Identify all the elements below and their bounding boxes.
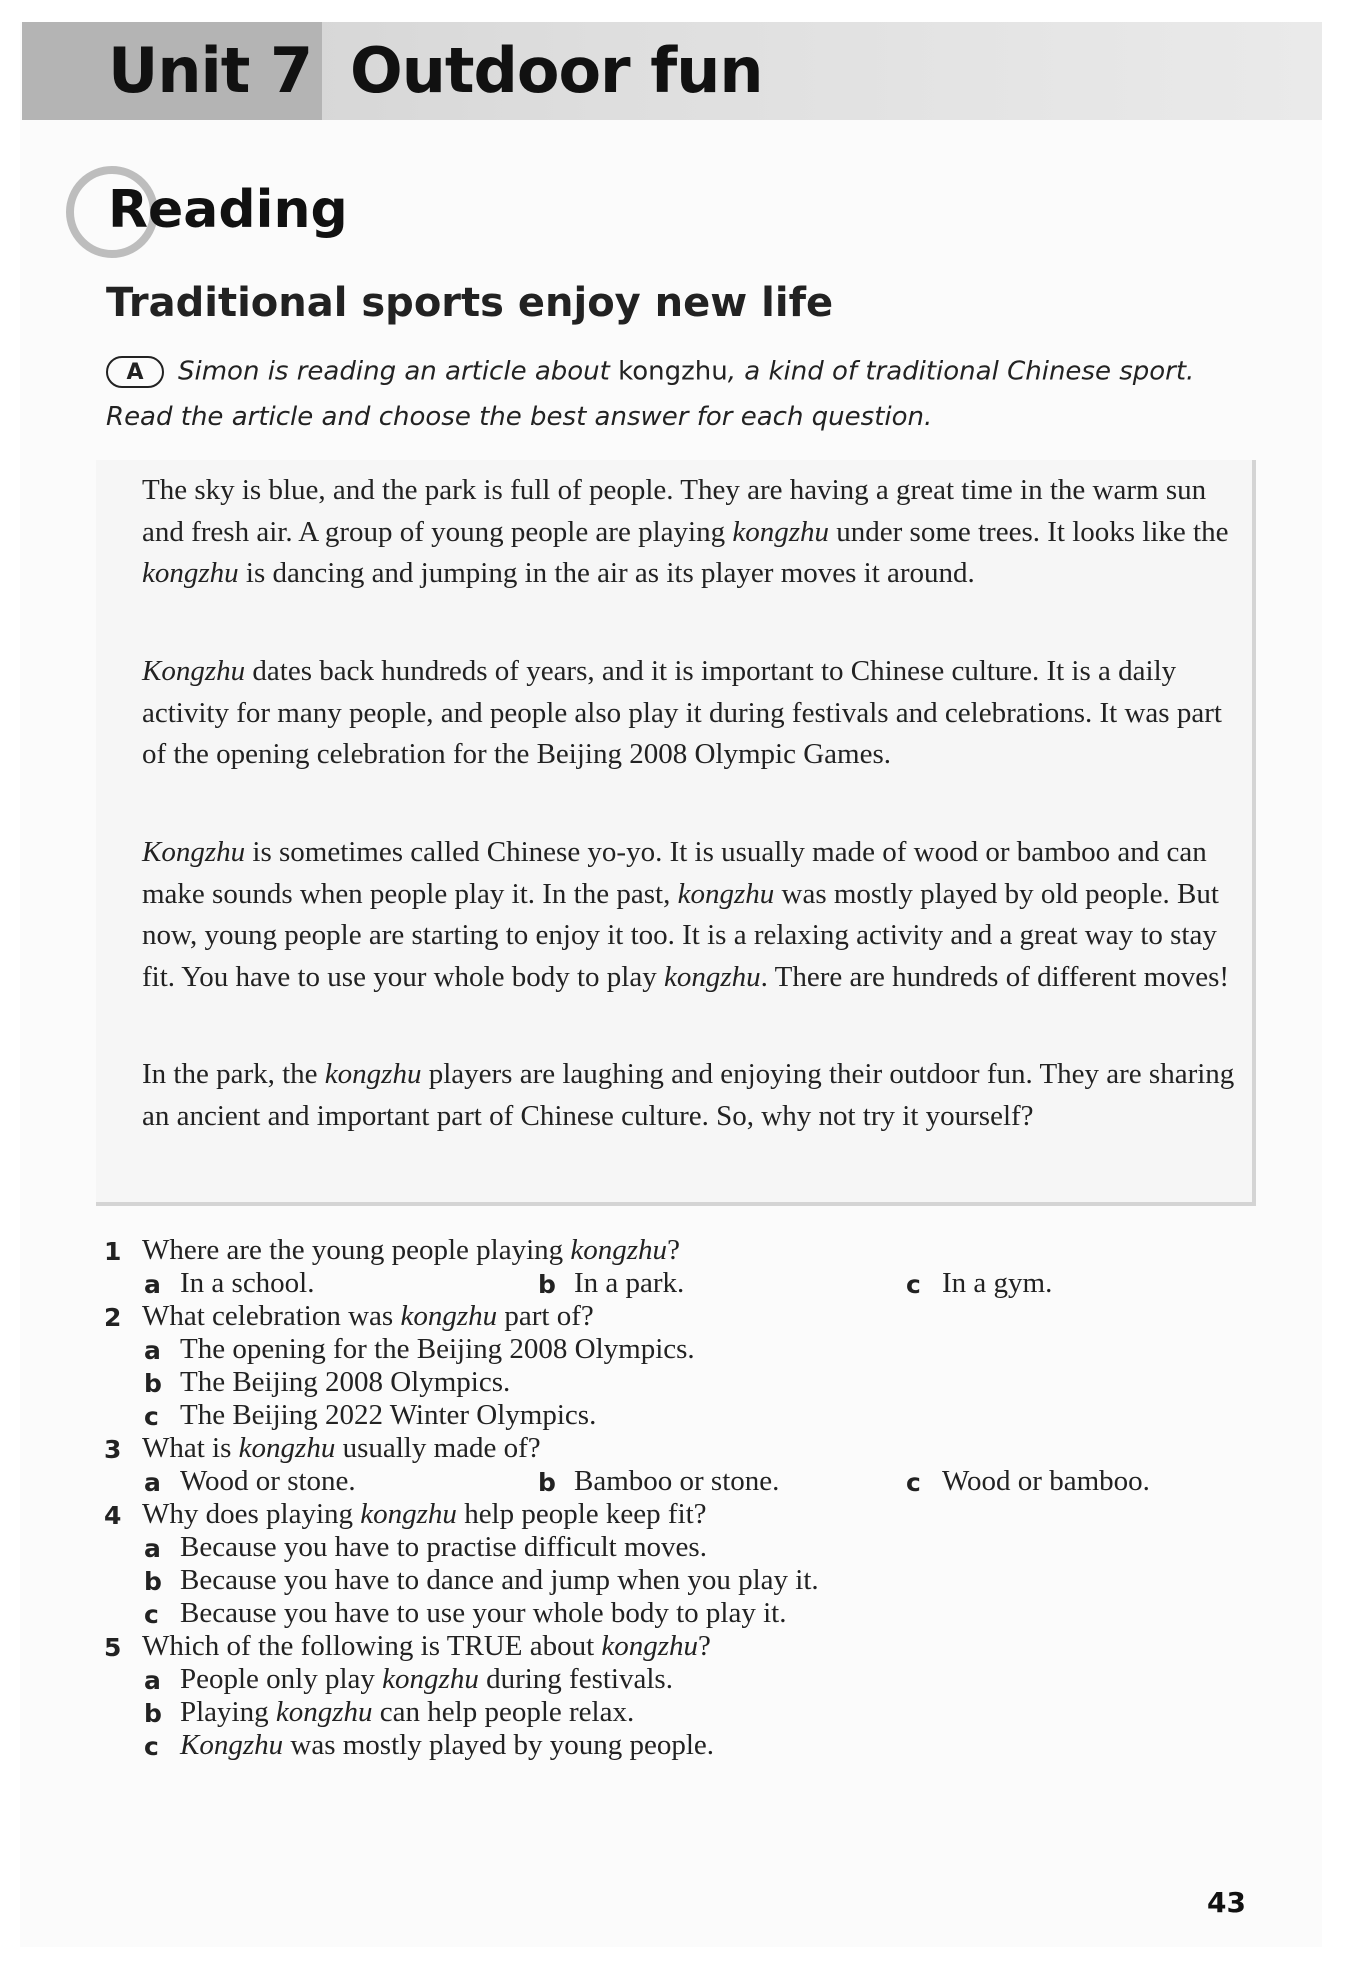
option-text: [180, 1663, 673, 1696]
italic-term: kongzhu: [570, 1234, 668, 1266]
italic-term: Kongzhu: [142, 836, 246, 868]
option-text: [574, 1267, 684, 1300]
option-letter: b: [144, 1699, 162, 1728]
option-text: [574, 1465, 779, 1498]
article-subtitle: Traditional sports enjoy new life: [106, 280, 834, 326]
text-run: What is: [142, 1432, 239, 1464]
option-letter: a: [144, 1270, 161, 1299]
article-paragraph-4: [142, 1054, 1242, 1137]
text-run: In a school.: [180, 1267, 315, 1299]
page-number: 43: [1207, 1886, 1246, 1919]
question-text: [142, 1300, 594, 1333]
article-paragraph-2: [142, 651, 1242, 776]
text-run: Where are the young people playing: [142, 1234, 571, 1266]
text-run: Because you have to practise difficult moves.: [180, 1531, 707, 1563]
instruction-text-b: , a kind of traditional Chinese sport.: [727, 356, 1195, 387]
option-letter: b: [538, 1468, 556, 1497]
question-number: 4: [104, 1501, 122, 1530]
question-text: [142, 1432, 541, 1465]
text-run: can help people relax.: [372, 1696, 635, 1728]
option-text: [180, 1333, 695, 1366]
option-text: [180, 1564, 819, 1597]
instruction-line-1: [106, 356, 1194, 388]
section-heading: Reading: [108, 180, 348, 240]
text-run: Bamboo or stone.: [574, 1465, 780, 1497]
text-run: during festivals.: [478, 1663, 673, 1695]
question-number: 5: [104, 1633, 122, 1662]
question-text: [142, 1498, 707, 1531]
italic-term: kongzhu: [663, 960, 761, 993]
article-paragraph-3: [142, 832, 1242, 998]
option-letter: a: [144, 1468, 161, 1497]
option-letter: b: [144, 1369, 162, 1398]
option-letter: b: [144, 1567, 162, 1596]
option-letter: a: [144, 1336, 161, 1365]
italic-term: kongzhu: [324, 1058, 422, 1090]
question-text: [142, 1630, 711, 1663]
text-run: Why does playing: [142, 1498, 361, 1530]
italic-term: kongzhu: [275, 1696, 373, 1728]
option-letter: c: [144, 1732, 159, 1761]
option-letter: a: [144, 1666, 161, 1695]
text-run: In a gym.: [942, 1267, 1053, 1299]
text-run: Because you have to use your whole body to play it.: [180, 1597, 787, 1629]
option-letter: c: [906, 1270, 921, 1299]
text-run: In the park, the: [142, 1058, 325, 1090]
italic-term: kongzhu: [732, 515, 829, 548]
text-run: part of?: [497, 1300, 594, 1332]
option-text: [180, 1597, 786, 1630]
article-paragraph-1: [142, 470, 1242, 595]
text-run: The Beijing 2008 Olympics.: [180, 1366, 511, 1398]
exercise-badge: A: [106, 356, 164, 388]
text-run: usually made of?: [335, 1432, 541, 1464]
text-run: help people keep fit?: [456, 1498, 707, 1530]
question-text: [142, 1234, 680, 1267]
instruction-text-a: Simon is reading an article about: [178, 356, 619, 387]
instruction-term: kongzhu: [618, 356, 728, 387]
option-text: [180, 1366, 510, 1399]
option-text: [180, 1531, 707, 1564]
text-run: Wood or bamboo.: [942, 1465, 1150, 1497]
option-letter: b: [538, 1270, 556, 1299]
question-number: 1: [104, 1237, 122, 1266]
text-run: was mostly played by young people.: [283, 1729, 715, 1761]
italic-term: kongzhu: [677, 877, 775, 910]
italic-term: kongzhu: [142, 557, 239, 589]
option-letter: c: [144, 1600, 159, 1629]
text-run: players are laughing and enjoying their outdoor fun. They are sharing an ancient and important part of Chinese culture. So, why not try it yourself?: [142, 1058, 1235, 1132]
text-run: is sometimes called Chinese yo-yo. It is usually made of wood or bamboo and can make sounds when people play it. In the past,: [142, 836, 1207, 910]
text-run: ?: [698, 1630, 711, 1662]
text-run: . There are hundreds of different moves!: [760, 960, 1230, 993]
text-run: People only play: [180, 1663, 383, 1695]
option-text: [180, 1267, 315, 1300]
option-text: [942, 1465, 1150, 1498]
option-text: [180, 1729, 714, 1762]
text-run: dates back hundreds of years, and it is important to Chinese culture. It is a daily activity for many people, and people also play it during festivals and celebrations. It was part of the opening celebration for the Beijing 2008 Olympic Games.: [142, 655, 1222, 770]
italic-term: Kongzhu: [142, 655, 246, 687]
text-run: Because you have to dance and jump when you play it.: [180, 1564, 819, 1596]
text-run: is dancing and jumping in the air as its player moves it around.: [238, 557, 975, 589]
italic-term: kongzhu: [601, 1630, 699, 1662]
text-run: In a park.: [574, 1267, 685, 1299]
option-letter: a: [144, 1534, 161, 1563]
text-run: was mostly played by old people. But now, young people are starting to enjoy it too. It is a relaxing activity and a great way to stay fit. You have to use your whole body to play: [142, 877, 1219, 993]
question-number: 2: [104, 1303, 122, 1332]
text-run: What celebration was: [142, 1300, 401, 1332]
option-text: [180, 1399, 596, 1432]
option-text: [180, 1465, 356, 1498]
question-number: 3: [104, 1435, 122, 1464]
unit-number: Unit 7: [108, 34, 313, 107]
option-letter: c: [906, 1468, 921, 1497]
text-run: ?: [667, 1234, 680, 1266]
text-run: Playing: [180, 1696, 276, 1728]
text-run: under some trees. It looks like the: [829, 515, 1229, 548]
instruction-line-2: Read the article and choose the best answer for each question.: [106, 402, 933, 432]
option-text: [180, 1696, 634, 1729]
unit-title: Outdoor fun: [350, 34, 763, 107]
option-letter: c: [144, 1402, 159, 1431]
italic-term: kongzhu: [360, 1498, 457, 1530]
text-run: The Beijing 2022 Winter Olympics.: [180, 1399, 597, 1431]
italic-term: kongzhu: [400, 1300, 498, 1332]
italic-term: Kongzhu: [180, 1729, 284, 1761]
text-run: The sky is blue, and the park is full of people. They are having a great time in the warm sun and fresh air. A group of young people are playing: [142, 474, 1207, 548]
text-run: The opening for the Beijing 2008 Olympics.: [180, 1333, 695, 1365]
text-run: Wood or stone.: [180, 1465, 356, 1497]
text-run: Which of the following is TRUE about: [142, 1630, 602, 1662]
italic-term: kongzhu: [238, 1432, 336, 1464]
option-text: [942, 1267, 1052, 1300]
italic-term: kongzhu: [382, 1663, 479, 1695]
